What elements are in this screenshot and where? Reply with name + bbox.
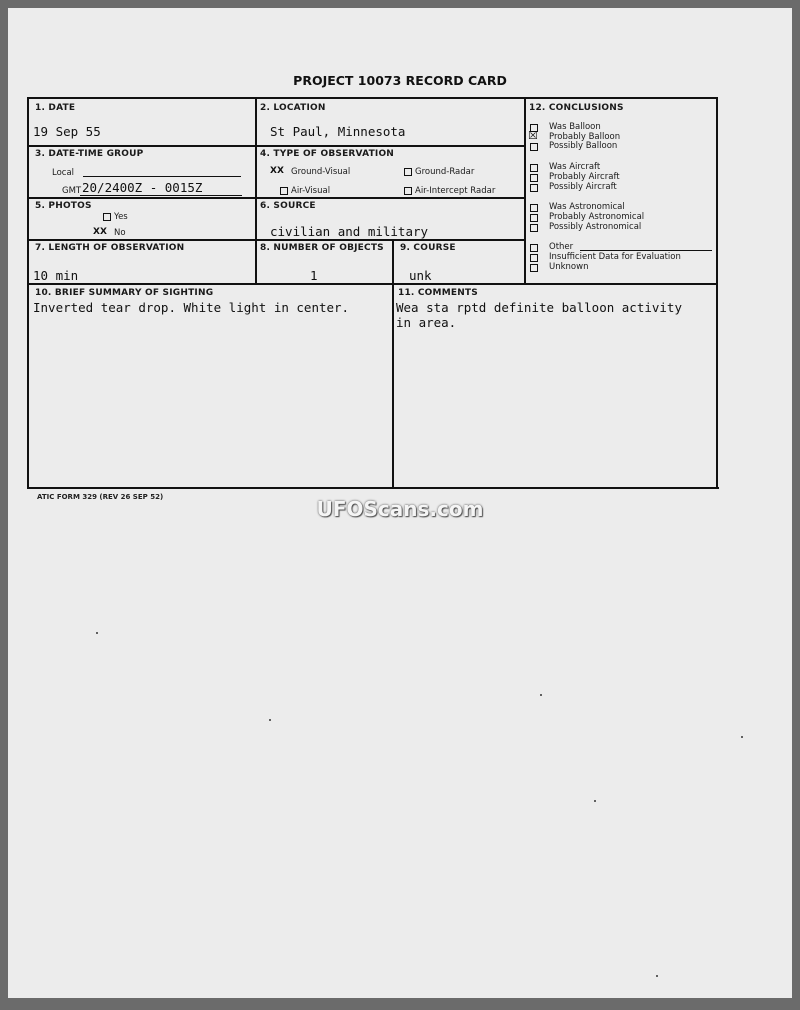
frame-top — [27, 97, 718, 99]
conclusion-possibly-aircraft: Possibly Aircraft — [549, 182, 617, 192]
conclusion-possibly-astronomical: Possibly Astronomical — [549, 222, 642, 232]
conclusion-unknown: Unknown — [549, 262, 589, 272]
photos-yes-option: Yes — [114, 212, 128, 222]
ground-radar-option: Ground-Radar — [415, 167, 475, 177]
comments-line-2: in area. — [396, 315, 457, 330]
conclusion-probably-astronomical: Probably Astronomical — [549, 212, 645, 222]
card-title: PROJECT 10073 RECORD CARD — [293, 73, 507, 88]
air-intercept-checkbox — [404, 187, 412, 195]
divider-row-3 — [27, 239, 524, 241]
ground-visual-option: Ground-Visual — [291, 167, 351, 177]
conclusion-checkbox — [530, 244, 538, 252]
air-visual-checkbox — [280, 187, 288, 195]
conclusion-other: Other — [549, 242, 574, 252]
air-visual-option: Air-Visual — [291, 186, 331, 196]
gmt-label: GMT — [62, 186, 82, 196]
summary-label: 10. BRIEF SUMMARY OF SIGHTING — [35, 288, 214, 298]
scan-speck — [594, 800, 596, 802]
conclusion-checkbox — [530, 204, 538, 212]
photos-no-option: No — [114, 228, 126, 238]
length-value: 10 min — [33, 268, 79, 283]
comments-line-1: Wea sta rptd definite balloon activity — [396, 300, 682, 315]
photos-no-mark: XX — [93, 227, 107, 237]
course-value: unk — [409, 268, 432, 283]
divider-col-conclusions — [524, 97, 526, 284]
air-intercept-option: Air-Intercept Radar — [415, 186, 496, 196]
conclusion-checkbox — [530, 214, 538, 222]
type-of-observation-label: 4. TYPE OF OBSERVATION — [260, 149, 395, 159]
source-label: 6. SOURCE — [260, 201, 316, 211]
conclusion-checkbox — [530, 174, 538, 182]
summary-value: Inverted tear drop. White light in center. — [33, 300, 350, 315]
divider-col-location — [255, 97, 257, 284]
gmt-underline — [80, 195, 242, 196]
conclusion-insufficient-data: Insufficient Data for Evaluation — [549, 252, 681, 262]
conclusion-checkbox — [530, 254, 538, 262]
course-label: 9. COURSE — [400, 243, 456, 253]
conclusion-checkbox — [530, 184, 538, 192]
frame-left — [27, 97, 29, 489]
divider-row-4 — [27, 283, 717, 285]
divider-col-objects — [392, 240, 394, 488]
conclusion-was-balloon: Was Balloon — [549, 122, 601, 132]
comments-label: 11. COMMENTS — [398, 288, 478, 298]
location-label: 2. LOCATION — [260, 103, 326, 113]
form-id: ATIC FORM 329 (REV 26 SEP 52) — [37, 493, 164, 501]
conclusion-checkbox — [530, 143, 538, 151]
location-value: St Paul, Minnesota — [270, 124, 406, 139]
scan-speck — [269, 719, 271, 721]
date-label: 1. DATE — [35, 103, 76, 113]
watermark: UFOScans.com — [316, 497, 484, 521]
length-label: 7. LENGTH OF OBSERVATION — [35, 243, 185, 253]
scan-speck — [540, 694, 542, 696]
date-time-group-label: 3. DATE-TIME GROUP — [35, 149, 144, 159]
ground-visual-mark: XX — [270, 166, 284, 176]
objects-label: 8. NUMBER OF OBJECTS — [260, 243, 384, 253]
scan-speck — [656, 975, 658, 977]
frame-right — [716, 97, 718, 489]
conclusion-probably-aircraft: Probably Aircraft — [549, 172, 620, 182]
photos-label: 5. PHOTOS — [35, 201, 92, 211]
ground-radar-checkbox — [404, 168, 412, 176]
photos-yes-checkbox — [103, 213, 111, 221]
conclusions-label: 12. CONCLUSIONS — [529, 103, 624, 113]
scan-speck — [741, 736, 743, 738]
local-label: Local — [52, 168, 75, 178]
conclusion-checkbox — [530, 264, 538, 272]
source-value: civilian and military — [270, 224, 429, 239]
divider-row-1 — [27, 145, 524, 147]
conclusion-checkbox — [530, 224, 538, 232]
conclusion-possibly-balloon: Possibly Balloon — [549, 141, 618, 151]
gmt-value: 20/2400Z - 0015Z — [82, 180, 203, 195]
conclusion-probably-balloon-mark: ☒ — [528, 129, 538, 142]
conclusion-was-astronomical: Was Astronomical — [549, 202, 625, 212]
date-value: 19 Sep 55 — [33, 124, 101, 139]
other-underline — [580, 250, 712, 251]
frame-bottom — [27, 487, 719, 489]
divider-row-2 — [27, 197, 524, 199]
conclusion-checkbox — [530, 164, 538, 172]
scan-speck — [96, 632, 98, 634]
objects-value: 1 — [310, 268, 318, 283]
conclusion-was-aircraft: Was Aircraft — [549, 162, 601, 172]
conclusion-probably-balloon: Probably Balloon — [549, 132, 621, 142]
local-underline — [83, 176, 241, 177]
